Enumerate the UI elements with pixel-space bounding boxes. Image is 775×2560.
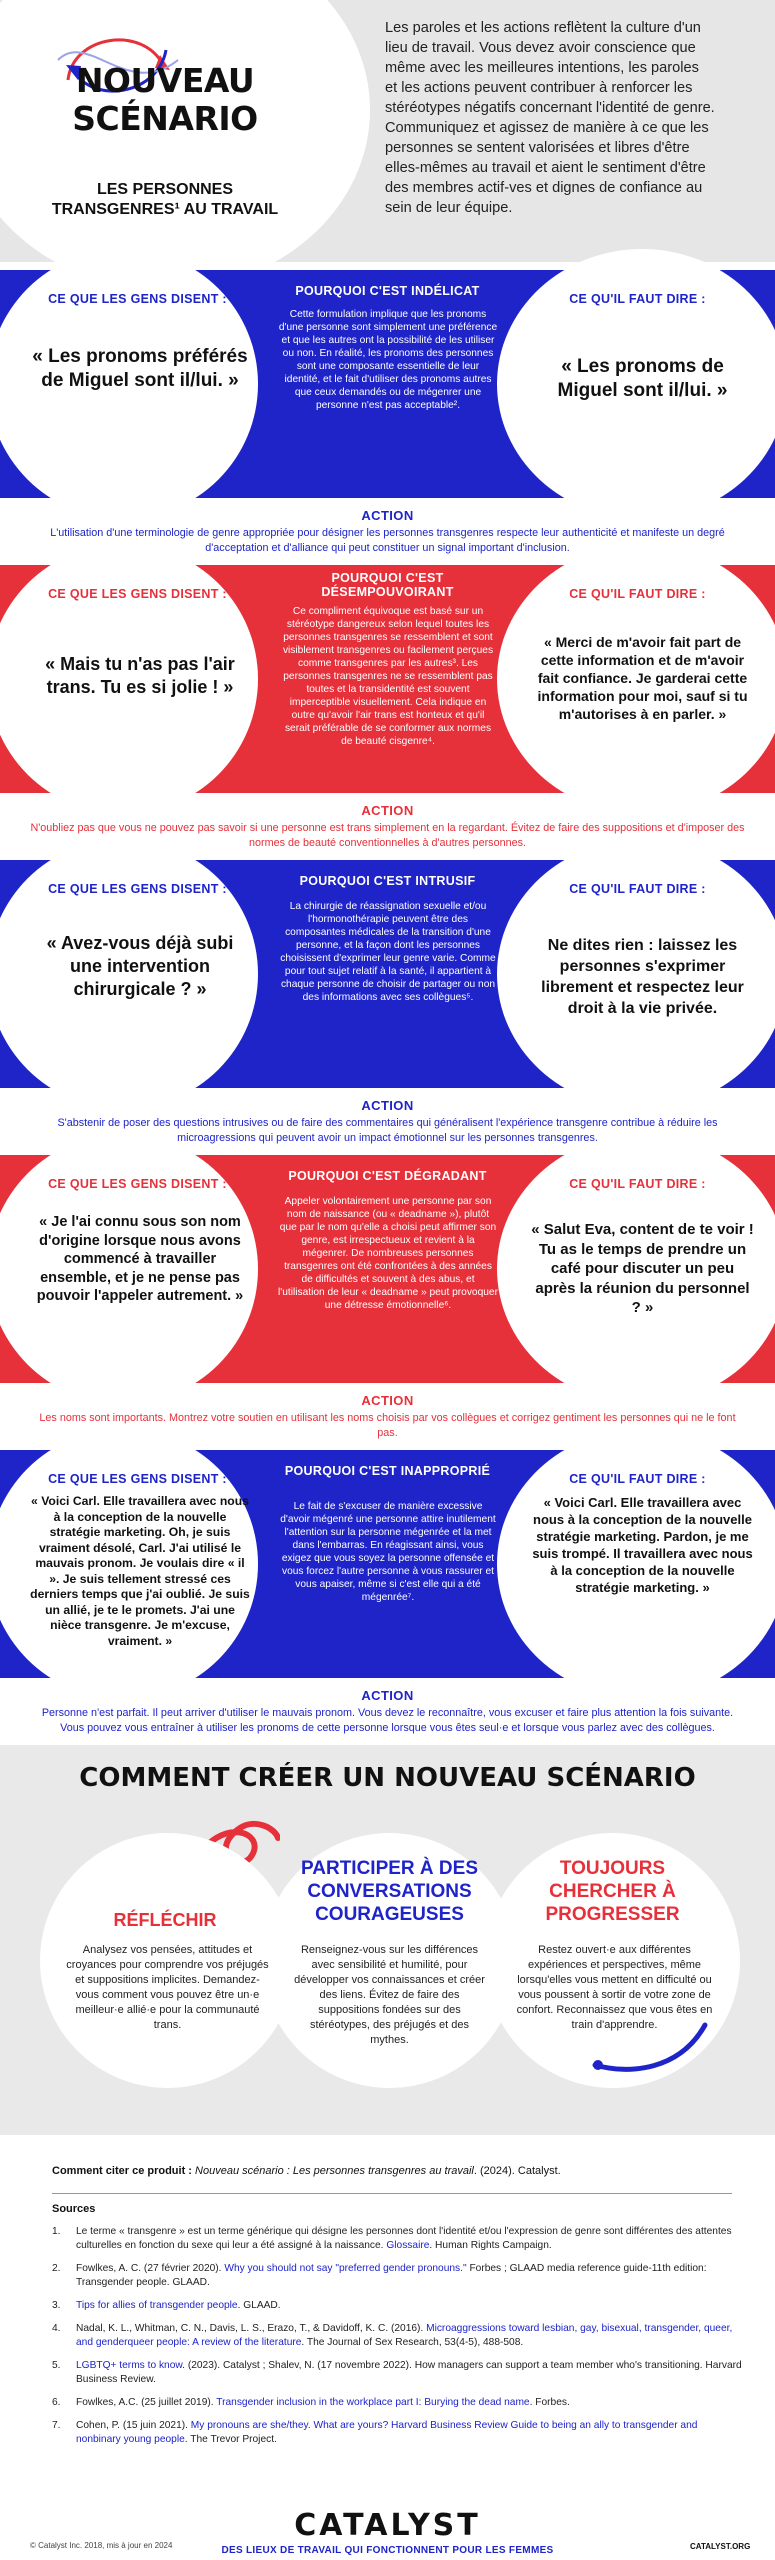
action-title: ACTION — [361, 508, 414, 523]
subtitle-line-1: LES PERSONNES — [96, 181, 234, 198]
title-line-2: SCÉNARIO — [72, 99, 258, 138]
people-say-label: CE QUE LES GENS DISENT : — [48, 587, 227, 601]
action-text: S'abstenir de poser des questions intrusives ou de faire des commentaires qui généralisent l'expérience transgenre contribue à réduire les microagressions qui peuvent avoir un impact émotionnel sur les personnes transgenres. — [57, 1117, 718, 1144]
should-say-quote: « Les pronoms de Miguel sont il/lui. » — [557, 356, 728, 401]
should-say-label: CE QU'IL FAUT DIRE : — [569, 292, 706, 306]
should-say-quote: « Salut Eva, content de te voir ! Tu as le temps de prendre un café pour discuter un peu après la réunion du personnel ? » — [531, 1221, 754, 1316]
title-line-1: NOUVEAU — [75, 61, 255, 100]
action-text: N'oubliez pas que vous ne pouvez pas savoir si une personne est trans simplement en la regardant. Évitez de faire des suppositions et d'imposer des normes de beauté conventionnelles à d'autres personnes. — [30, 822, 745, 849]
source-link[interactable]: Glossaire — [386, 2240, 430, 2251]
how-to-section — [0, 1745, 775, 2135]
citation-title: Nouveau scénario : Les personnes transgenres au travail — [195, 2165, 474, 2177]
citation-rest: . (2024). Catalyst. — [473, 2165, 561, 2177]
copyright: © Catalyst Inc. 2018, mis à jour en 2024 — [30, 2541, 173, 2550]
how-to-text-2: Renseignez-vous sur les différences avec sensibilité et humilité, pour développer vos connaissances et créer des liens. Évitez de faire des suppositions fondées sur des stéréotypes, des préjugés et des mythes. — [294, 1944, 485, 2046]
how-to-title: COMMENT CRÉER UN NOUVEAU SCÉNARIO — [79, 1763, 696, 1793]
source-item: 5. LGBTQ+ terms to know. (2023). Catalyst ; Shalev, N. (17 novembre 2022). How managers can support a team member who's transitioning. Harvard Business Review. — [52, 2360, 742, 2385]
action-title: ACTION — [361, 1393, 414, 1408]
people-say-label: CE QUE LES GENS DISENT : — [48, 1177, 227, 1191]
people-say-label: CE QUE LES GENS DISENT : — [48, 1472, 227, 1486]
should-say-quote: Ne dites rien : laissez les personnes s'exprimer librement et respectez leur droit à la vie privée. — [541, 937, 744, 1017]
people-say-quote: « Avez-vous déjà subi une intervention chirurgicale ? » — [46, 933, 234, 999]
how-to-title-2: PARTICIPER À DES CONVERSATIONS COURAGEUSES — [300, 1858, 478, 1925]
source-link[interactable]: Why you should not say "preferred gender pronouns." — [224, 2263, 467, 2274]
source-item: 3. Tips for allies of transgender people. GLAAD. — [52, 2300, 281, 2311]
people-say-quote: « Mais tu n'as pas l'air trans. Tu es si jolie ! » — [45, 654, 235, 697]
source-item: 6. Fowlkes, A.C. (25 juillet 2019). Transgender inclusion in the workplace part I: Burying the dead name. Forbes. — [52, 2397, 570, 2408]
people-say-quote: « Les pronoms préférés de Miguel sont il/lui. » — [32, 346, 248, 391]
action-title: ACTION — [361, 1098, 414, 1113]
sources-title: Sources — [52, 2203, 96, 2215]
should-say-label: CE QU'IL FAUT DIRE : — [569, 882, 706, 896]
why-title: POURQUOI C'EST DÉGRADANT — [288, 1169, 487, 1183]
source-link[interactable]: My pronouns are she/they. What are yours? Harvard Business Review Guide to being an ally to transgender and nonbinary young people — [76, 2420, 698, 2445]
catalyst-logo: CATALYST — [294, 2508, 481, 2543]
intro-paragraph: Les paroles et les actions reflètent la culture d'un lieu de travail. Vous devez avoir conscience que même avec les meilleures intentions, les paroles et les actions peuvent contribuer à renforcer les stéréotypes négatifs concernant l'identité de genre. Communiquez et agissez de manière à ce que les personnes se sentent valorisées et libres d'être elles-mêmes au travail et aient le sentiment d'être des membres actif-ves et dignes de confiance au sein de leur équipe. — [385, 20, 715, 216]
why-title: POURQUOI C'EST DÉSEMPOUVOIRANT — [321, 571, 454, 599]
people-say-quote: « Voici Carl. Elle travaillera avec nous à la conception de la nouvelle stratégie marketing. Oh, je suis vraiment désolé, Carl. J'ai utilisé le mauvais pronom. Je voulais dire « il ». Je suis tellement stressé ces derniers temps que j'ai oublié. Je suis un allié, je te le promets. J'ai une nièce transgenre. Je m'excuse, vraiment. » — [30, 1494, 250, 1648]
action-text: Personne n'est parfait. Il peut arriver d'utiliser le mauvais pronom. Vous devez le reconnaître, vous excuser et faire plus attention la fois suivante. Vous pouvez vous entraîner à utiliser les pronoms de cette personne lorsque vous êtes seul·e et lorsque vous parlez avec des collègues. — [41, 1707, 734, 1734]
divider — [52, 2193, 732, 2194]
action-text: L'utilisation d'une terminologie de genre appropriée pour désigner les personnes transgenres respecte leur authenticité et manifeste un degré d'acceptation et d'alliance qui peut constituer un signal important d'inclusion. — [50, 527, 725, 554]
source-link[interactable]: LGBTQ+ terms to know — [76, 2360, 183, 2371]
source-item: 2. Fowlkes, A. C. (27 février 2020). Why you should not say "preferred gender pronouns." Forbes ; GLAAD media reference guide-11th edition: Transgender people. GLAAD. — [52, 2263, 707, 2288]
action-text: Les noms sont importants. Montrez votre soutien en utilisant les noms choisis par vos collègues et corrigez gentiment les personnes qui ne le font pas. — [39, 1412, 736, 1439]
source-item: 4. Nadal, K. L., Whitman, C. N., Davis, L. S., Erazo, T., & Davidoff, K. C. (2016). Microaggressions toward lesbian, gay, bisexual, transgender, queer, and genderqueer people: A review of the literature. The Journal of Sex Research, 53(4-5), 488-508. — [52, 2323, 733, 2348]
why-text: Cette formulation implique que les pronoms d'une personne sont simplement une préférence et que les autres ont la possibilité de les utiliser ou non. En réalité, les pronoms des personnes sont une composante essentielle de leur identité, et le fait d'utiliser des pronoms autres que ceux demandés ou de mégenrer une personne n'est pas acceptable². — [278, 309, 498, 411]
why-text: Appeler volontairement une personne par son nom de naissance (ou « deadname »), plutôt que par le nom qu'elle a choisi peut affirmer son genre, est irrespectueux et revient à la mégenrer. De nombreuses personnes transgenres ont été confrontées à des années de difficultés et souvent à des abus, et l'utilisation de leur « deadname » peut provoquer une détresse émotionnelle⁶. — [278, 1196, 498, 1311]
website-link[interactable]: CATALYST.ORG — [690, 2542, 751, 2551]
scenario-section-3 — [0, 860, 775, 1150]
action-title: ACTION — [361, 803, 414, 818]
source-item: 7. Cohen, P. (15 juin 2021). My pronouns are she/they. What are yours? Harvard Business Review Guide to being an ally to transgender and nonbinary young people. The Trevor Project. — [52, 2420, 698, 2445]
tagline: DES LIEUX DE TRAVAIL QUI FONCTIONNENT POUR LES FEMMES — [221, 2545, 554, 2556]
source-item: 1. Le terme « transgenre » est un terme générique qui désigne les personnes dont l'identité et/ou l'expression de genre sont différentes des attentes culturelles en fonction du sexe qui leur a été assigné à la naissance. Glossaire. Human Rights Campaign. — [52, 2226, 732, 2251]
how-to-title-3: TOUJOURS CHERCHER À PROGRESSER — [545, 1858, 680, 1925]
should-say-label: CE QU'IL FAUT DIRE : — [569, 1472, 706, 1486]
should-say-label: CE QU'IL FAUT DIRE : — [569, 1177, 706, 1191]
should-say-quote: « Voici Carl. Elle travaillera avec nous à la conception de la nouvelle stratégie marketing. Pardon, je me suis trompé. Il travaillera avec nous à la conception de la nouvelle stratégie marketing. » — [532, 1495, 753, 1595]
header — [0, 0, 775, 262]
sources-list — [52, 2225, 742, 2456]
scenario-section-4 — [0, 1155, 775, 1445]
how-to-title-1: RÉFLÉCHIR — [113, 1910, 217, 1930]
source-link[interactable]: Transgender inclusion in the workplace part I: Burying the dead name — [216, 2397, 530, 2408]
scenario-section-2 — [0, 565, 775, 855]
source-link[interactable]: Tips for allies of transgender people — [76, 2300, 238, 2311]
citation-label: Comment citer ce produit : — [52, 2165, 192, 2177]
source-link[interactable]: Microaggressions toward lesbian, gay, bisexual, transgender, queer, and genderqueer people: A review of the literature — [76, 2323, 733, 2348]
why-title: POURQUOI C'EST INTRUSIF — [299, 874, 476, 888]
people-say-quote: « Je l'ai connu sous son nom d'origine lorsque nous avons commencé à travailler ensemble, et je ne pense pas pouvoir l'appeler autrement. » — [36, 1214, 244, 1304]
why-text: Le fait de s'excuser de manière excessive d'avoir mégenré une personne attire inutilement l'attention sur la personne mégenrée et la met dans l'embarras. En réagissant ainsi, vous exigez que vous soyez la personne offensée et vous forcez l'autre personne à vous rassurer et vous apaiser, même si c'est elle qui a été mégenrée⁷. — [280, 1501, 496, 1603]
scenario-section-1 — [0, 270, 775, 560]
subtitle-line-2: TRANSGENRES¹ AU TRAVAIL — [51, 201, 279, 218]
page-subtitle — [40, 180, 290, 220]
why-title: POURQUOI C'EST INAPPROPRIÉ — [284, 1464, 491, 1478]
people-say-label: CE QUE LES GENS DISENT : — [48, 882, 227, 896]
how-to-text-1: Analysez vos pensées, attitudes et croyances pour comprendre vos préjugés et suppositions implicites. Demandez-vous comment vous pouvez être un·e meilleur·e allié·e pour la communauté trans. — [66, 1944, 269, 2031]
people-say-label: CE QUE LES GENS DISENT : — [48, 292, 227, 306]
why-text: La chirurgie de réassignation sexuelle et/ou l'hormonothérapie peuvent être des composantes médicales de la transition d'une personne, et la façon dont les personnes choisissent d'exprimer leur genre varie. Comme pour tout sujet relatif à la santé, il appartient à chaque personne de choisir de partager ou non des informations avec ses collègues⁵. — [280, 901, 496, 1003]
scenario-section-5 — [0, 1450, 775, 1740]
action-title: ACTION — [361, 1688, 414, 1703]
how-to-text-3: Restez ouvert·e aux différentes expériences et perspectives, même lorsqu'elles vous mettent en difficulté ou vous poussent à sortir de votre zone de confort. Reconnaissez que vous êtes en train d'apprendre. — [516, 1944, 713, 2031]
footer — [0, 2505, 775, 2560]
should-say-quote: « Merci de m'avoir fait part de cette information et de m'avoir fait confiance. Je garderai cette information pour moi, sauf si tu m'autorises à en parler. » — [537, 634, 748, 722]
should-say-label: CE QU'IL FAUT DIRE : — [569, 587, 706, 601]
why-text: Ce compliment équivoque est basé sur un stéréotype dangereux selon lequel toutes les personnes transgenres se ressemblent et sont visiblement transgenres ou facilement perçues comme transgenres par les autres³. Les personnes transgenres ne se ressemblent pas toutes et la transidentité est souvent imperceptible visuellement. Cela indique en outre qu'avoir l'air trans est honteux et qu'il serait préférable de se conformer aux normes de beauté cisgenre⁴. — [282, 606, 494, 747]
why-title: POURQUOI C'EST INDÉLICAT — [295, 284, 480, 298]
page-title — [40, 62, 290, 138]
citation — [52, 2165, 732, 2177]
